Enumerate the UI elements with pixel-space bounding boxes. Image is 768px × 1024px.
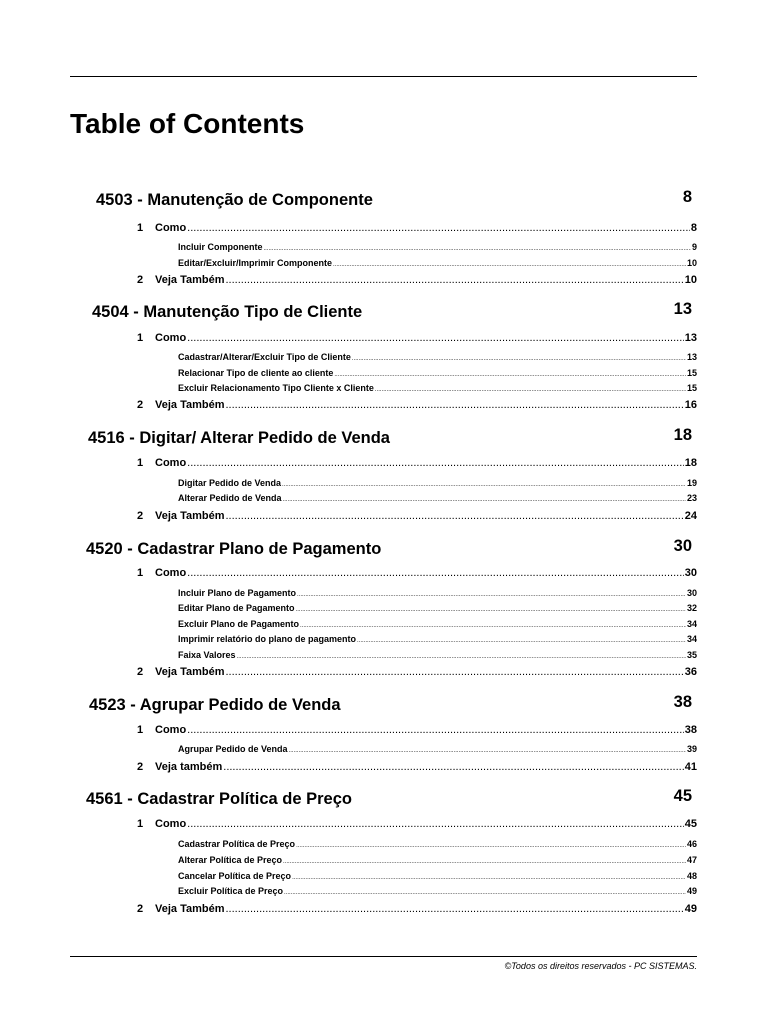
- entry-number: 2: [137, 761, 144, 773]
- dot-leader: [333, 262, 686, 268]
- dot-leader: [284, 890, 686, 896]
- toc-entry[interactable]: [137, 724, 697, 736]
- entry-number: 2: [137, 666, 144, 678]
- entry-label: Veja também: [155, 761, 223, 773]
- entry-number: 1: [137, 222, 144, 234]
- footer-copyright: ©Todos os direitos reservados - PC SISTEMAS.: [504, 961, 697, 971]
- toc-subentry[interactable]: [178, 855, 697, 865]
- dot-leader: [187, 457, 684, 469]
- toc-section-heading[interactable]: [0, 537, 768, 561]
- section-page-number: 38: [673, 693, 692, 711]
- toc-subentry[interactable]: [178, 478, 697, 488]
- section-title: 4523 - Agrupar Pedido de Venda: [89, 696, 341, 714]
- entry-page-number: 46: [686, 839, 697, 849]
- dot-leader: [289, 748, 686, 754]
- toc-subentry[interactable]: [178, 493, 697, 503]
- toc-subentry[interactable]: [178, 839, 697, 849]
- toc-entry[interactable]: [137, 457, 697, 469]
- entry-number: 1: [137, 332, 144, 344]
- toc-subentry[interactable]: [178, 383, 697, 393]
- entry-label: Como: [155, 332, 187, 344]
- entry-label: Incluir Plano de Pagamento: [178, 588, 297, 598]
- toc-section-heading[interactable]: [0, 426, 768, 450]
- entry-number: 1: [137, 457, 144, 469]
- dot-leader: [226, 903, 684, 915]
- entry-label: Faixa Valores: [178, 650, 236, 660]
- entry-page-number: 18: [684, 457, 697, 469]
- toc-subentry[interactable]: [178, 871, 697, 881]
- entry-number: 2: [137, 399, 144, 411]
- dot-leader: [283, 497, 686, 503]
- entry-label: Alterar Política de Preço: [178, 855, 283, 865]
- toc-section-heading[interactable]: [0, 188, 768, 212]
- entry-number: 2: [137, 510, 144, 522]
- entry-page-number: 10: [686, 258, 697, 268]
- entry-label: Veja Também: [155, 903, 225, 915]
- entry-page-number: 34: [686, 619, 697, 629]
- toc-entry[interactable]: [137, 666, 697, 678]
- toc-subentry[interactable]: [178, 619, 697, 629]
- toc-subentry[interactable]: [178, 744, 697, 754]
- entry-label: Cadastrar/Alterar/Excluir Tipo de Cliente: [178, 352, 351, 362]
- toc-entry[interactable]: [137, 399, 697, 411]
- section-title: 4561 - Cadastrar Política de Preço: [86, 790, 352, 808]
- dot-leader: [282, 482, 686, 488]
- dot-leader: [357, 638, 686, 644]
- entry-label: Editar Plano de Pagamento: [178, 603, 295, 613]
- toc-subentry[interactable]: [178, 368, 697, 378]
- entry-page-number: 19: [686, 478, 697, 488]
- toc-entry[interactable]: [137, 761, 697, 773]
- entry-label: Cadastrar Política de Preço: [178, 839, 296, 849]
- dot-leader: [237, 654, 686, 660]
- dot-leader: [187, 724, 684, 736]
- dot-leader: [352, 356, 686, 362]
- entry-page-number: 36: [684, 666, 697, 678]
- toc-subentry[interactable]: [178, 258, 697, 268]
- dot-leader: [292, 875, 686, 881]
- entry-page-number: 24: [684, 510, 697, 522]
- entry-page-number: 13: [686, 352, 697, 362]
- entry-page-number: 30: [684, 567, 697, 579]
- section-title: 4516 - Digitar/ Alterar Pedido de Venda: [88, 429, 390, 447]
- entry-label: Imprimir relatório do plano de pagamento: [178, 634, 357, 644]
- entry-label: Digitar Pedido de Venda: [178, 478, 282, 488]
- toc-entry[interactable]: [137, 567, 697, 579]
- entry-page-number: 38: [684, 724, 697, 736]
- toc-subentry[interactable]: [178, 588, 697, 598]
- entry-page-number: 34: [686, 634, 697, 644]
- dot-leader: [300, 623, 686, 629]
- entry-page-number: 15: [686, 383, 697, 393]
- entry-label: Como: [155, 567, 187, 579]
- entry-label: Excluir Política de Preço: [178, 886, 284, 896]
- entry-label: Excluir Plano de Pagamento: [178, 619, 300, 629]
- entry-label: Como: [155, 818, 187, 830]
- entry-label: Veja Também: [155, 666, 225, 678]
- dot-leader: [187, 818, 684, 830]
- entry-page-number: 13: [684, 332, 697, 344]
- top-rule: [70, 76, 697, 77]
- entry-label: Veja Também: [155, 399, 225, 411]
- entry-page-number: 45: [684, 818, 697, 830]
- dot-leader: [283, 859, 686, 865]
- dot-leader: [296, 607, 686, 613]
- entry-label: Cancelar Política de Preço: [178, 871, 292, 881]
- entry-page-number: 35: [686, 650, 697, 660]
- toc-subentry[interactable]: [178, 634, 697, 644]
- dot-leader: [226, 510, 684, 522]
- entry-page-number: 10: [684, 274, 697, 286]
- entry-page-number: 49: [684, 903, 697, 915]
- page-title: Table of Contents: [70, 108, 305, 139]
- section-page-number: 8: [682, 188, 692, 206]
- section-page-number: 45: [673, 787, 692, 805]
- bottom-rule: [70, 956, 697, 957]
- toc-subentry[interactable]: [178, 603, 697, 613]
- dot-leader: [375, 387, 686, 393]
- entry-label: Alterar Pedido de Venda: [178, 493, 282, 503]
- entry-page-number: 8: [690, 222, 697, 234]
- dot-leader: [226, 399, 684, 411]
- dot-leader: [297, 592, 686, 598]
- section-page-number: 30: [673, 537, 692, 555]
- entry-page-number: 49: [686, 886, 697, 896]
- entry-page-number: 48: [686, 871, 697, 881]
- toc-entry[interactable]: [137, 903, 697, 915]
- entry-label: Veja Também: [155, 274, 225, 286]
- section-page-number: 13: [673, 300, 692, 318]
- toc-subentry[interactable]: [178, 886, 697, 896]
- entry-number: 1: [137, 567, 144, 579]
- entry-label: Editar/Excluir/Imprimir Componente: [178, 258, 333, 268]
- dot-leader: [264, 246, 691, 252]
- toc-entry[interactable]: [137, 332, 697, 344]
- entry-page-number: 9: [691, 242, 697, 252]
- entry-label: Relacionar Tipo de cliente ao cliente: [178, 368, 334, 378]
- dot-leader: [226, 274, 684, 286]
- entry-number: 1: [137, 724, 144, 736]
- dot-leader: [223, 761, 683, 773]
- entry-label: Agrupar Pedido de Venda: [178, 744, 288, 754]
- entry-number: 1: [137, 818, 144, 830]
- toc-entry[interactable]: [137, 274, 697, 286]
- dot-leader: [187, 222, 690, 234]
- entry-page-number: 23: [686, 493, 697, 503]
- dot-leader: [226, 666, 684, 678]
- toc-subentry[interactable]: [178, 242, 697, 252]
- entry-number: 2: [137, 903, 144, 915]
- toc-entry[interactable]: [137, 818, 697, 830]
- entry-page-number: 30: [686, 588, 697, 598]
- section-title: 4504 - Manutenção Tipo de Cliente: [92, 303, 363, 321]
- toc-entry[interactable]: [137, 510, 697, 522]
- entry-label: Como: [155, 457, 187, 469]
- dot-leader: [334, 372, 686, 378]
- entry-page-number: 41: [684, 761, 697, 773]
- toc-subentry[interactable]: [178, 352, 697, 362]
- section-page-number: 18: [673, 426, 692, 444]
- dot-leader: [187, 332, 684, 344]
- toc-section-heading[interactable]: [0, 693, 768, 717]
- entry-label: Como: [155, 222, 187, 234]
- section-title: 4503 - Manutenção de Componente: [96, 191, 373, 209]
- entry-number: 2: [137, 274, 144, 286]
- toc-entry[interactable]: [137, 222, 697, 234]
- toc-section-heading[interactable]: [0, 300, 768, 324]
- entry-label: Incluir Componente: [178, 242, 263, 252]
- entry-label: Veja Também: [155, 510, 225, 522]
- dot-leader: [187, 567, 684, 579]
- toc-section-heading[interactable]: [0, 787, 768, 811]
- entry-page-number: 32: [686, 603, 697, 613]
- entry-page-number: 16: [684, 399, 697, 411]
- entry-page-number: 39: [686, 744, 697, 754]
- dot-leader: [296, 843, 686, 849]
- toc-subentry[interactable]: [178, 650, 697, 660]
- entry-page-number: 47: [686, 855, 697, 865]
- entry-page-number: 15: [686, 368, 697, 378]
- entry-label: Como: [155, 724, 187, 736]
- section-title: 4520 - Cadastrar Plano de Pagamento: [86, 540, 382, 558]
- entry-label: Excluir Relacionamento Tipo Cliente x Cliente: [178, 383, 374, 393]
